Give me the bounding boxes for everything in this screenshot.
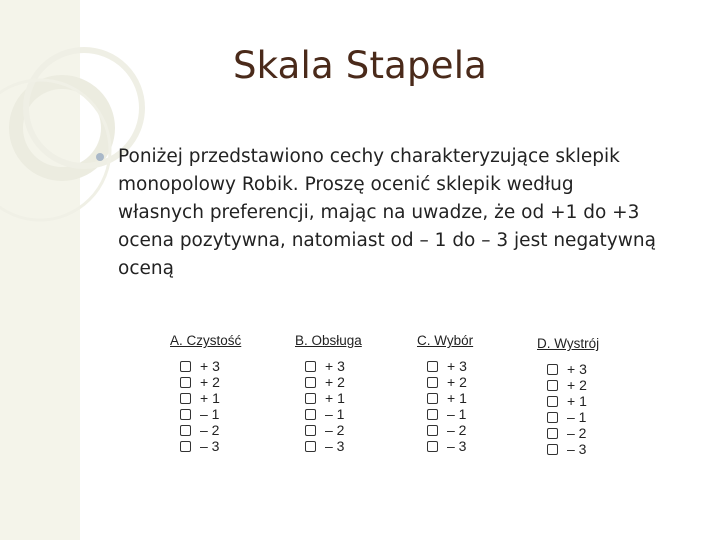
option-label: – 3 bbox=[567, 441, 587, 457]
option-label: – 2 bbox=[325, 422, 345, 438]
option-row bbox=[417, 358, 473, 374]
option-label: – 3 bbox=[200, 438, 220, 454]
option-label: – 2 bbox=[447, 422, 467, 438]
option-row bbox=[170, 374, 241, 390]
scale-title: C. Wybór bbox=[417, 333, 474, 348]
checkbox[interactable] bbox=[547, 380, 558, 391]
option-label: + 1 bbox=[567, 393, 587, 409]
checkbox[interactable] bbox=[305, 441, 316, 452]
option-row bbox=[170, 422, 241, 438]
checkbox[interactable] bbox=[305, 425, 316, 436]
option-label: – 2 bbox=[567, 425, 587, 441]
bullet-icon bbox=[96, 153, 104, 161]
option-row bbox=[537, 425, 599, 441]
checkbox[interactable] bbox=[305, 361, 316, 372]
option-row bbox=[537, 377, 599, 393]
checkbox[interactable] bbox=[180, 377, 191, 388]
bullet-paragraph bbox=[96, 143, 656, 283]
scale-a bbox=[170, 333, 241, 454]
page-title: Skala Stapela bbox=[232, 44, 488, 87]
checkbox[interactable] bbox=[427, 361, 438, 372]
checkbox[interactable] bbox=[305, 377, 316, 388]
option-row bbox=[417, 406, 473, 422]
option-label: + 3 bbox=[200, 358, 220, 374]
option-row bbox=[170, 390, 241, 406]
checkbox[interactable] bbox=[180, 393, 191, 404]
option-label: – 3 bbox=[447, 438, 467, 454]
option-label: + 3 bbox=[447, 358, 467, 374]
checkbox[interactable] bbox=[427, 377, 438, 388]
option-row bbox=[537, 441, 599, 457]
checkbox[interactable] bbox=[427, 409, 438, 420]
checkbox[interactable] bbox=[427, 441, 438, 452]
scale-title: D. Wystrój bbox=[537, 336, 600, 351]
option-row bbox=[170, 358, 241, 374]
checkbox[interactable] bbox=[547, 396, 558, 407]
option-row bbox=[295, 374, 362, 390]
option-row bbox=[537, 361, 599, 377]
checkbox[interactable] bbox=[547, 364, 558, 375]
paragraph-text: Poniżej przedstawiono cechy charakteryzujące sklepik monopolowy Robik. Proszę ocenić sklepik według własnych preferencji, mając na uwadze, że od +1 do +3 ocena pozytywna, natomiast od – 1 do – 3 jest negatywną oceną bbox=[118, 146, 656, 279]
option-row bbox=[417, 438, 473, 454]
checkbox[interactable] bbox=[547, 428, 558, 439]
checkbox[interactable] bbox=[305, 409, 316, 420]
option-label: – 2 bbox=[200, 422, 220, 438]
option-label: – 1 bbox=[567, 409, 587, 425]
checkbox[interactable] bbox=[180, 361, 191, 372]
checkbox[interactable] bbox=[427, 393, 438, 404]
option-label: – 1 bbox=[325, 406, 345, 422]
option-label: + 1 bbox=[200, 390, 220, 406]
option-row bbox=[417, 422, 473, 438]
scale-b bbox=[295, 333, 362, 454]
scale-c bbox=[417, 333, 473, 454]
option-row bbox=[537, 409, 599, 425]
option-row bbox=[417, 390, 473, 406]
option-label: + 1 bbox=[447, 390, 467, 406]
option-label: + 3 bbox=[567, 361, 587, 377]
option-label: + 3 bbox=[325, 358, 345, 374]
option-row bbox=[295, 406, 362, 422]
option-row bbox=[295, 422, 362, 438]
option-row bbox=[170, 406, 241, 422]
option-label: – 3 bbox=[325, 438, 345, 454]
checkbox[interactable] bbox=[305, 393, 316, 404]
scale-d bbox=[537, 336, 599, 457]
checkbox[interactable] bbox=[180, 441, 191, 452]
option-row bbox=[170, 438, 241, 454]
option-label: + 1 bbox=[325, 390, 345, 406]
option-row bbox=[417, 374, 473, 390]
scale-title: A. Czystość bbox=[170, 333, 242, 348]
option-row bbox=[537, 393, 599, 409]
checkbox[interactable] bbox=[180, 425, 191, 436]
option-label: + 2 bbox=[325, 374, 345, 390]
checkbox[interactable] bbox=[547, 444, 558, 455]
option-row bbox=[295, 390, 362, 406]
option-row bbox=[295, 358, 362, 374]
option-label: – 1 bbox=[447, 406, 467, 422]
checkbox[interactable] bbox=[547, 412, 558, 423]
option-row bbox=[295, 438, 362, 454]
checkbox[interactable] bbox=[427, 425, 438, 436]
option-label: – 1 bbox=[200, 406, 220, 422]
option-label: + 2 bbox=[447, 374, 467, 390]
scale-title: B. Obsługa bbox=[295, 333, 362, 348]
option-label: + 2 bbox=[567, 377, 587, 393]
option-label: + 2 bbox=[200, 374, 220, 390]
checkbox[interactable] bbox=[180, 409, 191, 420]
